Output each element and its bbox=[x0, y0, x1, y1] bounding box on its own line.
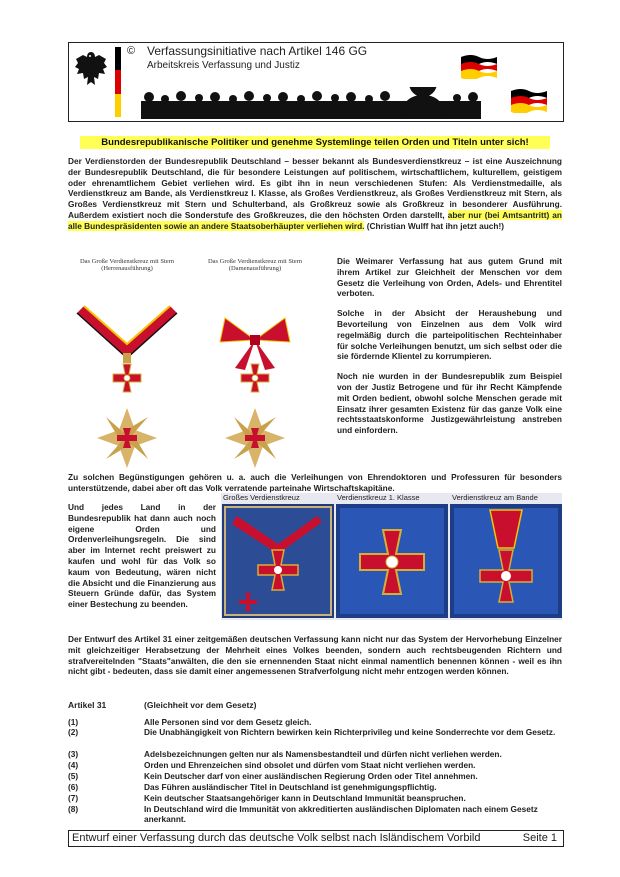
german-flag-icon bbox=[509, 87, 549, 113]
medal-caption-left-sub: (Herrenausführung) bbox=[101, 265, 153, 272]
page-footer bbox=[68, 830, 564, 847]
page-number: Seite 1 bbox=[522, 832, 557, 844]
article-item-number: (2) bbox=[68, 727, 79, 737]
article-item-text: Das Führen ausländischer Titel in Deutschland ist genehmigungspflichtig. bbox=[144, 782, 437, 792]
article-title: (Gleichheit vor dem Gesetz) bbox=[144, 700, 257, 710]
photo-verdienstkreuz-1-klasse bbox=[336, 504, 448, 618]
flag-bar bbox=[115, 47, 121, 117]
photo-verdienstkreuz-am-bande bbox=[450, 504, 562, 618]
article-item-text: Kein Deutscher darf von einer ausländischen Regierung Orden oder Titel annehmen. bbox=[144, 771, 478, 781]
medal-cross-men-image bbox=[72, 298, 182, 478]
paragraph-entwurf: Der Entwurf des Artikel 31 einer zeitgemäßen deutschen Verfassung kann nicht nur das System der Hervorhebung Einzelner mit gleichzeitiger Herabsetzung der Mehrheit eines Volkes beenden, sondern auch rechtsbeugenden Richtern und strafvereitelnden "Staats"anwälten, die den sie ernennenden Staat nicht einmal namentlich benennen können - weil es ihn nicht gibt - bedeuten, dass sie damit einer angemessenen Strafverfolgung nicht mehr entzogen werden können. bbox=[68, 634, 562, 677]
photo-labels bbox=[221, 493, 562, 504]
article-item-text: Adelsbezeichnungen gelten nur als Namensbestandteil und dürfen nicht verliehen werden. bbox=[144, 749, 502, 759]
right-paragraph-3: Noch nie wurden in der Bundesrepublik zum Beispiel von der Justiz Betrogene und für ihr Recht Kämpfende mit Orden bedient, obwohl solche Menschen gerade mit Einsatz ihrer gesamten Existenz für das ganze Volk eine rechtsstaatskonforme Justizgewährleistung anstreben und einfordern. bbox=[337, 371, 562, 436]
article-item-number: (7) bbox=[68, 793, 79, 803]
photo-grosses-verdienstkreuz bbox=[222, 504, 334, 618]
medal-caption-right-title: Das Große Verdienstkreuz mit Stern bbox=[207, 258, 303, 265]
article-item-number: (8) bbox=[68, 804, 79, 814]
header-title: Verfassungsinitiative nach Artikel 146 GG bbox=[147, 44, 368, 58]
intro-paragraph bbox=[68, 156, 562, 232]
eagle-emblem-icon bbox=[74, 49, 108, 89]
header-subtitle: Arbeitskreis Verfassung und Justiz bbox=[147, 60, 300, 71]
right-paragraph-1: Die Weimarer Verfassung hat aus gutem Grund mit ihrem Artikel zur Gleichheit der Menschen vor dem Gesetz die Verleihung von Orden, Adels- und Ehrentitel verboten. bbox=[337, 256, 562, 299]
article-item-number: (4) bbox=[68, 760, 79, 770]
article-item-text: In Deutschland wird die Immunität von akkreditierten ausländischen Diplomaten nach einem Gesetz anerkannt. bbox=[144, 804, 538, 824]
page-header bbox=[68, 42, 564, 122]
article-item-number: (5) bbox=[68, 771, 79, 781]
copyright-sign: © bbox=[127, 45, 136, 57]
medal-caption-left bbox=[72, 258, 182, 272]
photo-label-1: Großes Verdienstkreuz bbox=[223, 493, 300, 502]
intro-highlight: aber nur (bei Amtsantritt) an alle Bundespräsidenten sowie an andere Staatsoberhäupter verliehen wird. bbox=[68, 209, 562, 231]
right-column bbox=[337, 256, 562, 445]
medal-caption-left-title: Das Große Verdienstkreuz mit Stern bbox=[79, 258, 175, 265]
right-paragraph-2: Solche in der Absicht der Heraushebung und Bevorteilung von Einzelnen aus dem Volk wird regelmäßig durch die parteipolitischen Rechteinhaber für solche Verleihungen benutzt, um sich selbst oder die sie fördernde Klientel zu korrumpieren. bbox=[337, 308, 562, 362]
paragraph-zu-solchen: Zu solchen Begünstigungen gehören u. a. auch die Verleihungen von Ehrendoktoren und Professuren für besonders unterstützende, dabei aber oft das Volk verratende parteinahe Wirtschaftskapitäne. bbox=[68, 472, 562, 493]
article-item-text: Alle Personen sind vor dem Gesetz gleich. bbox=[144, 717, 312, 727]
intro-tail: (Christian Wulff hat ihn jetzt auch!) bbox=[366, 220, 504, 231]
medal-caption-right bbox=[200, 258, 310, 272]
medal-caption-right-sub: (Damenausführung) bbox=[228, 265, 282, 272]
article-number: Artikel 31 bbox=[68, 700, 107, 710]
article-item-number: (1) bbox=[68, 717, 79, 727]
medal-cross-women-image bbox=[200, 298, 310, 478]
photo-label-2: Verdienstkreuz 1. Klasse bbox=[337, 493, 420, 502]
article-item-text: Kein deutscher Staatsangehöriger kann in Deutschland Immunität beanspruchen. bbox=[144, 793, 466, 803]
headline-banner: Bundesrepublikanische Politiker und genehme Systemlinge teilen Orden und Titeln unter sich! bbox=[80, 136, 550, 149]
footer-text: Entwurf einer Verfassung durch das deutsche Volk selbst nach Isländischem Vorbild bbox=[72, 832, 481, 844]
article-item-number: (3) bbox=[68, 749, 79, 759]
article-item-number: (6) bbox=[68, 782, 79, 792]
medal-photo-strip bbox=[221, 493, 562, 620]
crowd-silhouette bbox=[141, 87, 481, 119]
article-item-text: Orden und Ehrenzeichen sind obsolet und dürfen vom Staat nicht verliehen werden. bbox=[144, 760, 476, 770]
article-heading bbox=[68, 700, 256, 710]
article-item-text: Die Unabhängigkeit von Richtern bewirken kein Richterprivileg und keine Sonderrechte vor dem Gesetz. bbox=[144, 727, 556, 737]
paragraph-laender-orden: Und jedes Land in der Bundesrepublik hat dann auch noch eigene Orden und Ordenverleihungsregeln. Die sind aber im Internet recht preiswert zu kaufen und wohl für das Volk so kaum von Bedeutung, wären nicht die Absicht und die Finanzierung aus Steuern Gründe dafür, das System einer Bestechung zu beenden. bbox=[68, 502, 216, 610]
photo-label-3: Verdienstkreuz am Bande bbox=[452, 493, 538, 502]
intro-text: Der Verdienstorden der Bundesrepublik Deutschland – besser bekannt als Bundesverdienstkreuz – ist eine Auszeichnung der Bundesrepublik Deutschland, die für besondere Leistungen auf politischem, wirtschaftlichem, kulturellem, geistigem oder ehrenamtlichem Gebiet verliehen wird. Es gibt ihn in neun verschiedenen Stufen: Als Verdienstmedaille, als Verdienstkreuz am Bande, als Verdienstkreuz I. Klasse, als Großes Verdienstkreuz, als Großes Verdienstkreuz mit Stern, als Großes Verdienstkreuz mit Stern und Schulterband, als Großkreuz sowie als Großkreuz in besonderer Ausführung. Außerdem existiert noch die Sonderstufe des Großkreuzes, die den höchsten Orden darstellt, bbox=[68, 156, 562, 220]
german-flag-icon bbox=[459, 53, 499, 79]
